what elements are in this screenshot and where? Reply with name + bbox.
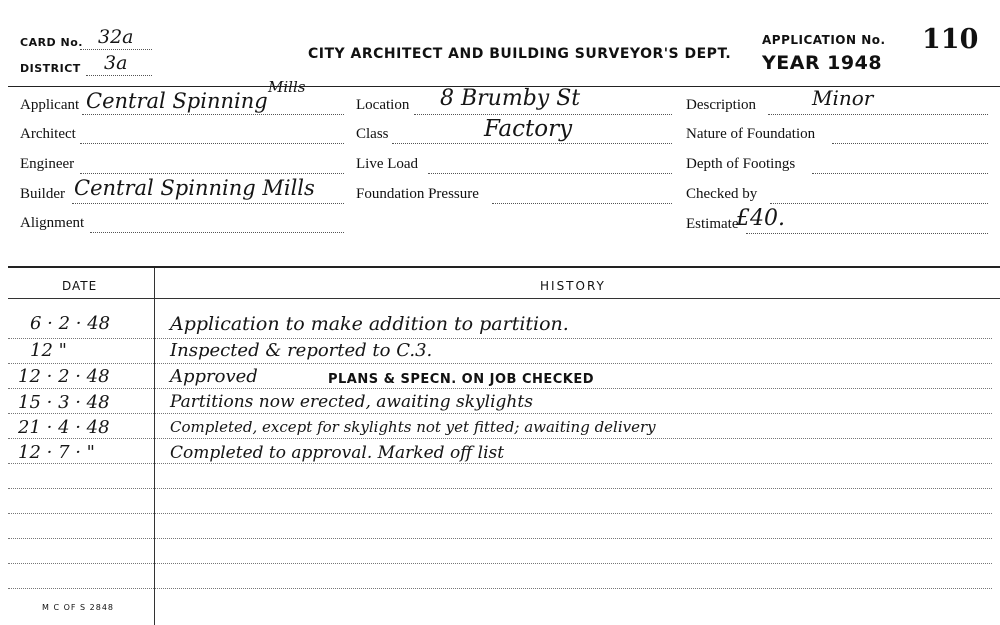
location-value: 8 Brumby St <box>440 86 581 111</box>
nature-of-foundation-label: Nature of Foundation <box>686 126 816 142</box>
row-history: Partitions now erected, awaiting skylights <box>170 392 533 412</box>
builder-label: Builder <box>20 186 65 202</box>
history-column-header: HISTORY <box>540 279 606 293</box>
form-code: M C OF S 2848 <box>42 603 114 612</box>
row-history: Approved <box>170 366 258 387</box>
engineer-label: Engineer <box>20 156 75 172</box>
row-date: 12 " <box>30 340 67 361</box>
district-label: DISTRICT <box>20 62 81 75</box>
row-history: Application to make addition to partition. <box>170 313 569 335</box>
checked-by-label: Checked by <box>686 186 758 202</box>
description-label: Description <box>686 97 756 113</box>
live-load-label: Live Load <box>356 156 419 172</box>
row-date: 6 · 2 · 48 <box>30 313 111 334</box>
applicant-value-above: Mills <box>268 78 306 96</box>
alignment-label: Alignment <box>20 215 85 231</box>
applicant-value: Central Spinning <box>86 89 268 113</box>
applicant-label: Applicant <box>20 97 80 113</box>
class-label: Class <box>356 126 389 142</box>
class-value: Factory <box>484 116 573 142</box>
row-date: 15 · 3 · 48 <box>18 392 110 413</box>
estimate-value: £40. <box>736 206 785 231</box>
row-history: Completed to approval. Marked off list <box>170 443 505 463</box>
row-date: 12 · 2 · 48 <box>18 366 110 387</box>
year-label: YEAR 1948 <box>762 52 883 74</box>
architect-label: Architect <box>20 126 76 142</box>
card-no-label: CARD No. <box>20 36 83 49</box>
row-history: Inspected & reported to C.3. <box>170 340 433 361</box>
depth-of-footings-label: Depth of Footings <box>686 156 796 172</box>
checked-stamp: PLANS & SPECN. ON JOB CHECKED <box>328 372 595 387</box>
description-value: Minor <box>812 86 874 110</box>
row-history: Completed, except for skylights not yet fitted; awaiting delivery <box>170 418 656 436</box>
application-no-label: APPLICATION No. <box>762 33 886 47</box>
district-value: 3a <box>104 52 128 74</box>
builder-value: Central Spinning Mills <box>74 176 315 200</box>
row-date: 21 · 4 · 48 <box>18 417 110 438</box>
location-label: Location <box>356 97 410 113</box>
foundation-pressure-label: Foundation Pressure <box>356 186 479 202</box>
row-date: 12 · 7 · " <box>18 442 95 463</box>
estimate-label: Estimate <box>686 216 739 232</box>
date-column-header: DATE <box>62 279 98 293</box>
application-number: 110 <box>922 24 979 55</box>
card-no-value: 32a <box>98 26 134 48</box>
department-title: CITY ARCHITECT AND BUILDING SURVEYOR'S DEPT. <box>308 46 732 62</box>
